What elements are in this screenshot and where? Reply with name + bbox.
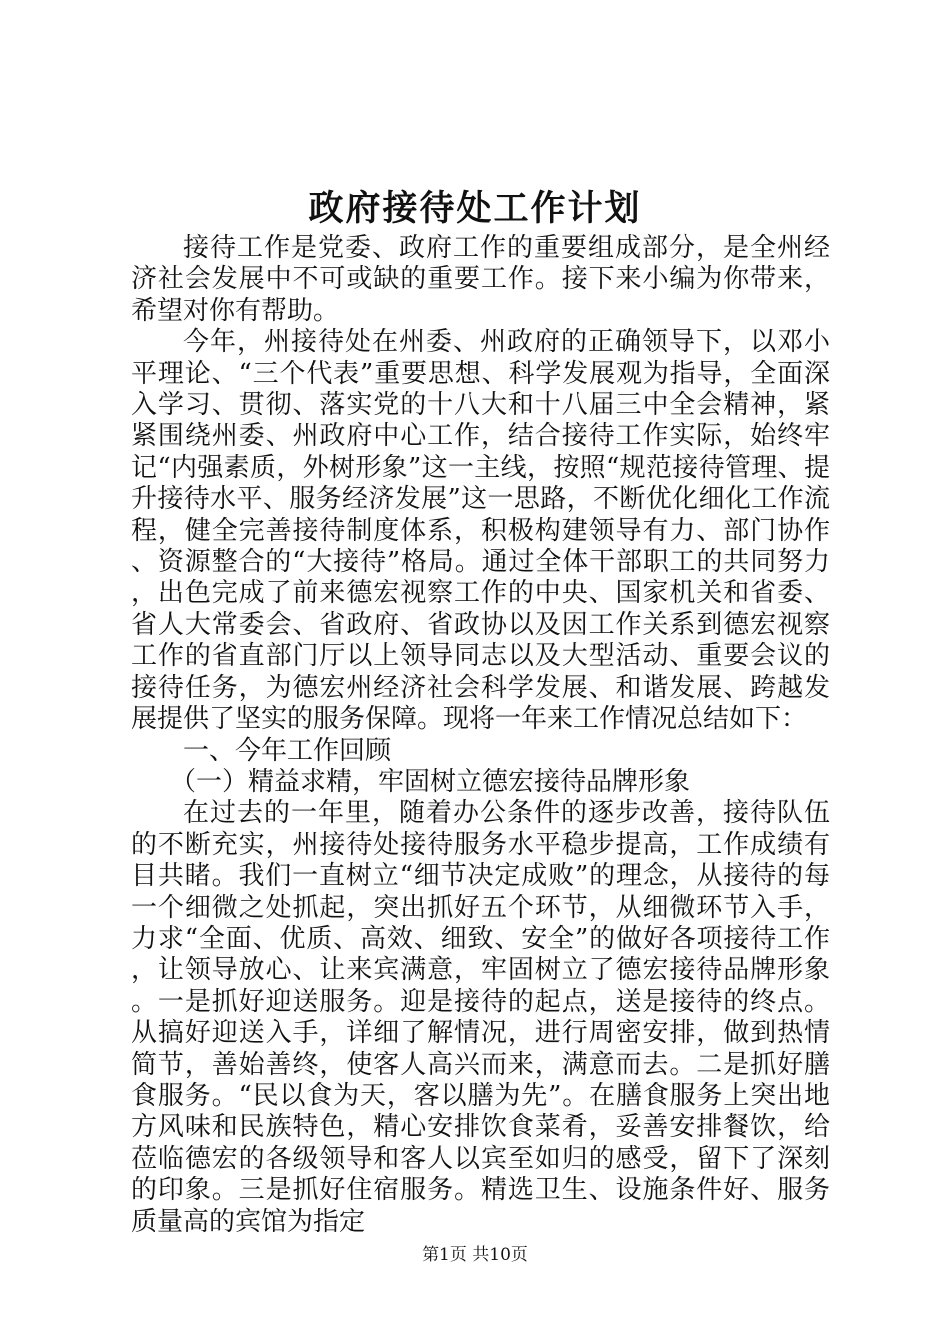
section-heading: 一、今年工作回顾 xyxy=(183,735,392,766)
document-title: 政府接待处工作计划 xyxy=(308,188,642,229)
review-paragraph: 在过去的一年里，随着办公条件的逐步改善，接待队伍的不断充实，州接待处接待服务水平稳步提高，工作成绩有目共睹。我们一直树立“细节决定成败”的理念，从接待的每一个细微之处抓起，突出抓好五个环节，从细微环节入手，力求“全面、优质、高效、细致、安全”的做好各项接待工作，让领导放心、让来宾满意，牢固树立了德宏接待品牌形象。一是抓好迎送服务。迎是接待的起点，送是接待的终点。从搞好迎送入手，详细了解情况，进行周密安排，做到热情简节，善始善终，使客人高兴而来，满意而去。二是抓好膳食服务。“民以食为天，客以膳为先”。在膳食服务上突出地方风味和民族特色，精心安排饮食菜肴，妥善安排餐饮，给莅临德宏的各级领导和客人以宾至如归的感受，留下了深刻的印象。三是抓好住宿服务。精选卫生、设施条件好、服务质量高的宾馆为指定 xyxy=(131,798,830,1237)
page-number-footer: 第1页 共10页 xyxy=(422,1245,528,1265)
document-body xyxy=(131,233,830,1238)
summary-paragraph: 今年，州接待处在州委、州政府的正确领导下，以邓小平理论、“三个代表”重要思想、科学发展观为指导，全面深入学习、贯彻、落实党的十八大和十八届三中全会精神，紧紧围绕州委、州政府中心工作，结合接待工作实际，始终牢记“内强素质，外树形象”这一主线，按照“规范接待管理、提升接待水平、服务经济发展”这一思路，不断优化细化工作流程，健全完善接待制度体系，积极构建领导有力、部门协作、资源整合的“大接待”格局。通过全体干部职工的共同努力，出色完成了前来德宏视察工作的中央、国家机关和省委、省人大常委会、省政府、省政协以及因工作关系到德宏视察工作的省直部门厅以上领导同志以及大型活动、重要会议的接待任务，为德宏州经济社会科学发展、和谐发展、跨越发展提供了坚实的服务保障。现将一年来工作情况总结如下： xyxy=(131,327,830,735)
intro-paragraph: 接待工作是党委、政府工作的重要组成部分，是全州经济社会发展中不可或缺的重要工作。接下来小编为你带来，希望对你有帮助。 xyxy=(131,233,830,326)
subsection-heading: （一）精益求精，牢固树立德宏接待品牌形象 xyxy=(170,766,691,797)
